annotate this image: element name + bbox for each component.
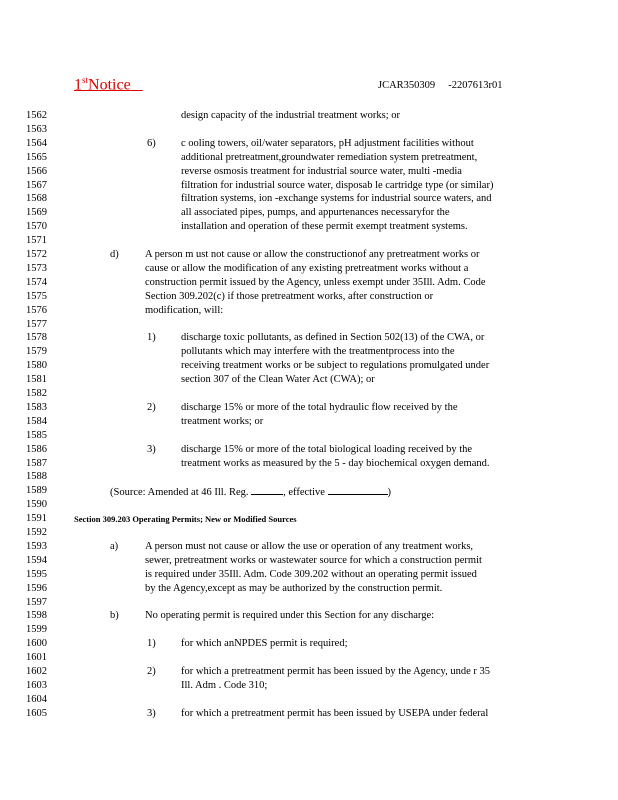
line-text: receiving treatment works or be subject to regulations promulgated under: [181, 360, 490, 372]
line-1566: [0, 165, 618, 179]
line-number: 1593: [26, 540, 47, 552]
line-number: 1568: [26, 193, 47, 205]
line-text: A person must not cause or allow the use or operation of any treatment works,: [145, 540, 474, 552]
line-text: additional pretreatment,groundwater remediation system pretreatment,: [181, 151, 478, 163]
line-1573: [0, 262, 618, 276]
source-close: ): [387, 487, 392, 499]
line-1563: [0, 123, 618, 137]
line-number: 1585: [26, 429, 47, 441]
line-1586: [0, 443, 618, 457]
line-text: treatment works; or: [181, 415, 264, 427]
line-number: 1565: [26, 151, 47, 163]
line-number: 1574: [26, 276, 47, 288]
line-1604: [0, 693, 618, 707]
line-1564: [0, 137, 618, 151]
line-1605: [0, 707, 618, 721]
line-text: by the Agency,except as may be authorized by the construction permit.: [145, 582, 443, 594]
line-1562: [0, 109, 618, 123]
line-1571: [0, 234, 618, 248]
line-number: 1564: [26, 137, 47, 149]
line-1590: [0, 498, 618, 512]
line-number: 1587: [26, 457, 47, 469]
line-number: 1589: [26, 485, 47, 497]
line-number: 1563: [26, 123, 47, 135]
line-1575: [0, 290, 618, 304]
line-number: 1571: [26, 235, 47, 247]
line-1570: [0, 220, 618, 234]
line-1584: [0, 415, 618, 429]
line-1595: [0, 568, 618, 582]
item-label: b): [110, 610, 119, 622]
line-1594: [0, 554, 618, 568]
line-number: 1579: [26, 346, 47, 358]
line-number: 1569: [26, 207, 47, 219]
line-1598: [0, 609, 618, 623]
line-1596: [0, 582, 618, 596]
line-number: 1595: [26, 568, 47, 580]
line-number: 1594: [26, 554, 47, 566]
notice-heading: 1stNotice: [74, 75, 131, 94]
line-number: 1586: [26, 443, 47, 455]
line-text: Section 309.202(c) if those pretreatment works, after construction or: [145, 290, 434, 302]
line-1565: [0, 151, 618, 165]
line-number: 1577: [26, 318, 47, 330]
line-1588: [0, 470, 618, 484]
line-1583: [0, 401, 618, 415]
line-number: 1581: [26, 374, 47, 386]
line-number: 1600: [26, 638, 47, 650]
line-number: 1602: [26, 666, 47, 677]
line-1574: [0, 276, 618, 290]
line-number: 1584: [26, 415, 47, 427]
line-1581: [0, 373, 618, 387]
line-text: for which a pretreatment permit has been issued by USEPA under federal: [181, 707, 489, 719]
item-label: 3): [147, 707, 156, 719]
line-1602: [0, 665, 618, 679]
line-1572: [0, 248, 618, 262]
line-number: 1598: [26, 610, 47, 622]
line-1579: [0, 345, 618, 359]
line-text: for which anNPDES permit is required;: [181, 638, 348, 650]
line-1582: [0, 387, 618, 401]
line-number: 1567: [26, 179, 47, 191]
line-text: pollutants which may interfere with the treatmentprocess into the: [181, 346, 455, 358]
line-number: 1582: [26, 388, 47, 399]
line-1601: [0, 651, 618, 665]
item-label: 6): [147, 137, 156, 149]
line-text: A person m ust not cause or allow the constructionof any pretreatment works or: [145, 249, 480, 260]
line-text: design capacity of the industrial treatment works; or: [181, 110, 400, 121]
item-label: 1): [147, 332, 156, 344]
item-label: 2): [147, 666, 156, 677]
line-1578: [0, 331, 618, 345]
document-id: JCAR350309 -2207613r01: [378, 80, 503, 91]
line-1569: [0, 206, 618, 220]
line-number: 1562: [26, 110, 47, 121]
line-1597: [0, 596, 618, 610]
line-number: 1575: [26, 290, 47, 302]
source-text: (Source: Amended at 46 Ill. Reg.: [110, 487, 252, 499]
line-number: 1583: [26, 401, 47, 413]
line-number: 1599: [26, 624, 47, 636]
line-1593: [0, 540, 618, 554]
line-text: modification, will:: [145, 304, 224, 316]
volume-blank: [251, 484, 283, 495]
line-number: 1603: [26, 679, 47, 691]
line-text: discharge 15% or more of the total biological loading received by the: [181, 443, 473, 455]
line-text: section 307 of the Clean Water Act (CWA); or: [181, 374, 375, 386]
line-1577: [0, 318, 618, 332]
line-number: 1590: [26, 499, 47, 511]
line-1568: [0, 192, 618, 206]
source-separator: ,: [283, 487, 289, 499]
line-1580: [0, 359, 618, 373]
line-number: 1588: [26, 471, 47, 483]
line-1585: [0, 429, 618, 443]
line-text: discharge toxic pollutants, as defined in Section 502(13) of the CWA, or: [181, 332, 485, 344]
line-number: 1570: [26, 221, 47, 233]
line-1591: [0, 512, 618, 526]
line-text: for which a pretreatment permit has been issued by the Agency, unde r 35: [181, 666, 490, 677]
line-text: is required under 35Ill. Adm. Code 309.202 without an operating permit issued: [145, 568, 477, 580]
line-text: construction permit issued by the Agency, unless exempt under 35Ill. Adm. Code: [145, 276, 486, 288]
line-text: reverse osmosis treatment for industrial source water, multi -media: [181, 165, 462, 177]
line-text: cause or allow the modification of any existing pretreatment works without a: [145, 262, 469, 274]
line-number: 1566: [26, 165, 47, 177]
line-1603: [0, 679, 618, 693]
item-label: 2): [147, 401, 156, 413]
line-1589: [0, 484, 618, 498]
line-text: discharge 15% or more of the total hydraulic flow received by the: [181, 401, 458, 413]
item-label: 3): [147, 443, 156, 455]
line-text: filtration for industrial source water, disposab le cartridge type (or similar): [181, 179, 494, 191]
date-blank: [328, 484, 388, 495]
source-effective: effective: [288, 487, 328, 499]
line-1600: [0, 637, 618, 651]
line-number: 1597: [26, 596, 47, 608]
line-number: 1578: [26, 332, 47, 344]
line-1576: [0, 304, 618, 318]
line-number: 1576: [26, 304, 47, 316]
line-number: 1592: [26, 527, 47, 538]
line-1599: [0, 623, 618, 637]
line-number: 1605: [26, 707, 47, 719]
section-heading: Section 309.203 Operating Permits; New or Modified Sources: [74, 514, 297, 525]
item-label: a): [110, 540, 119, 552]
line-text: No operating permit is required under this Section for any discharge:: [145, 610, 435, 622]
line-number: 1572: [26, 249, 47, 260]
line-text: Ill. Adm . Code 310;: [181, 679, 268, 691]
line-number: 1573: [26, 262, 47, 274]
line-number: 1580: [26, 360, 47, 372]
line-number: 1596: [26, 582, 47, 594]
line-1587: [0, 457, 618, 471]
item-label: 1): [147, 638, 156, 650]
line-number: 1591: [26, 513, 47, 525]
line-text: filtration systems, ion -exchange systems for industrial source waters, and: [181, 193, 492, 205]
line-text: all associated pipes, pumps, and appurtenances necessaryfor the: [181, 207, 450, 219]
line-text: installation and operation of these permit exempt treatment systems.: [181, 221, 468, 233]
item-label: d): [110, 249, 119, 260]
line-text: c ooling towers, oil/water separators, pH adjustment facilities without: [181, 137, 474, 149]
line-text: sewer, pretreatment works or wastewater source for which a construction permit: [145, 554, 482, 566]
line-1592: [0, 526, 618, 540]
line-text: treatment works as measured by the 5 - day biochemical oxygen demand.: [181, 457, 490, 469]
line-number: 1604: [26, 693, 47, 705]
line-1567: [0, 179, 618, 193]
line-number: 1601: [26, 652, 47, 664]
